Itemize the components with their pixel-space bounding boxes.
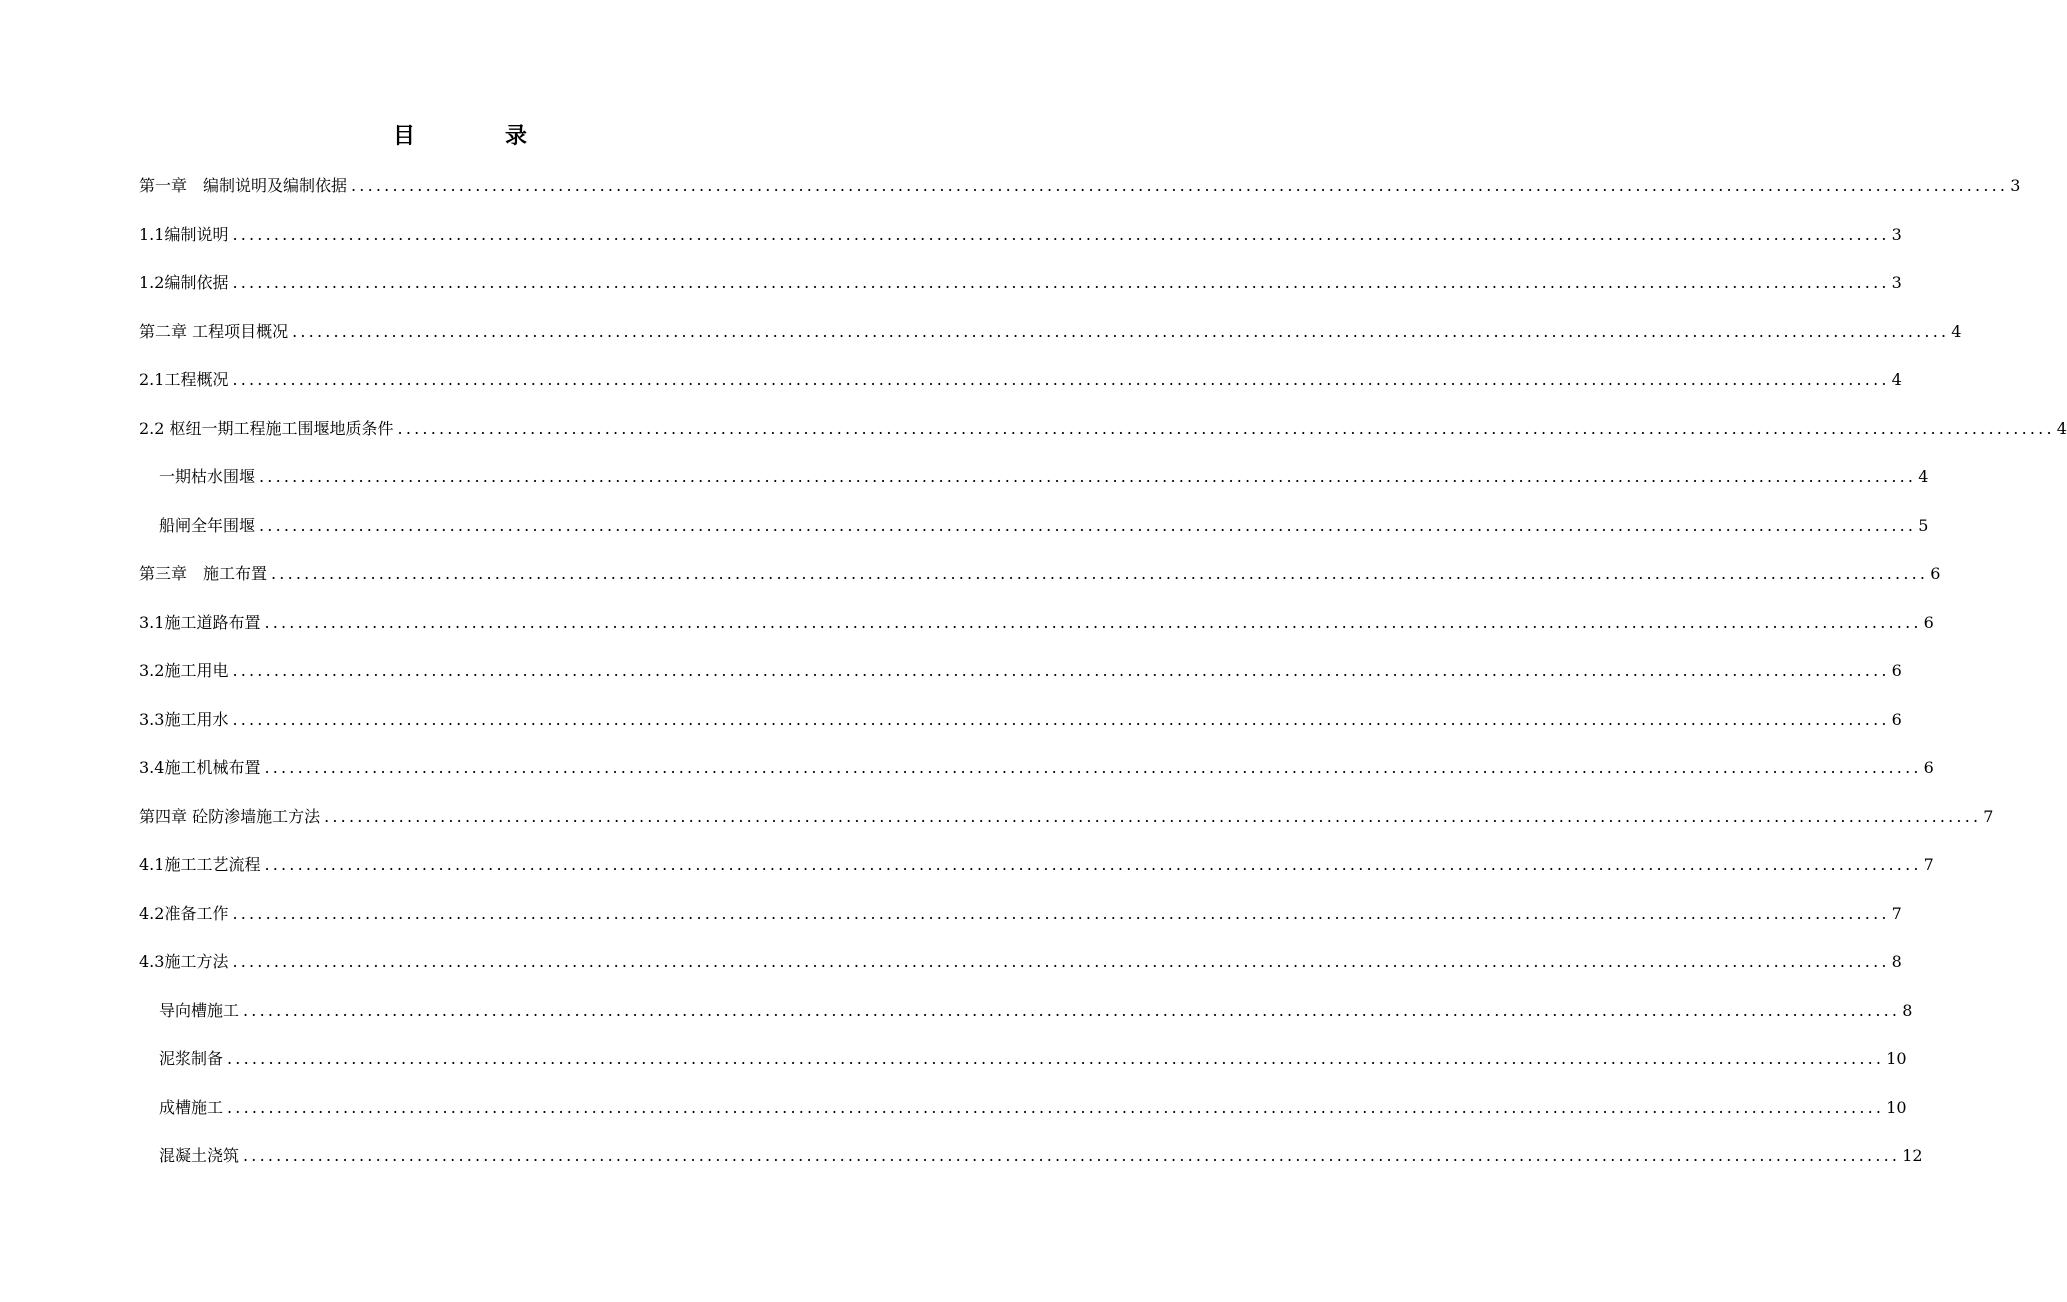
toc-entry-page-number: 6 xyxy=(1891,661,1902,680)
toc-entry-page-number: 12 xyxy=(1902,1146,1923,1165)
toc-entry[interactable] xyxy=(139,356,1902,405)
toc-dot-leader: ........................................................................................................................................................................................................ xyxy=(292,321,1950,341)
toc-entry[interactable] xyxy=(139,1084,1907,1133)
toc-entry-label: 4.1施工工艺流程 xyxy=(139,855,261,874)
toc-entry-page-number: 6 xyxy=(1930,564,1941,583)
toc-entry-label: 3.1施工道路布置 xyxy=(139,612,261,632)
toc-entry[interactable] xyxy=(139,1132,1923,1181)
toc-entry-label: 3.2施工用电 xyxy=(139,661,229,680)
toc-dot-leader: ........................................................................................................................................................................................................ xyxy=(271,564,1929,583)
toc-entry-label: 2.2 枢纽一期工程施工围堰地质条件 xyxy=(139,418,394,438)
toc-entry[interactable] xyxy=(139,211,1902,260)
toc-entry[interactable] xyxy=(139,938,1902,987)
toc-entry[interactable] xyxy=(139,550,1941,599)
toc-entry[interactable] xyxy=(139,1035,1907,1084)
toc-entry[interactable] xyxy=(139,890,1902,939)
toc-entry[interactable] xyxy=(139,696,1902,745)
toc-entry-page-number: 5 xyxy=(1918,515,1929,535)
toc-entry-page-number: 3 xyxy=(1891,224,1902,244)
toc-entry-page-number: 6 xyxy=(1891,709,1902,729)
table-of-contents xyxy=(139,162,2067,1181)
toc-dot-leader: ........................................................................................................................................................................................................ xyxy=(232,952,1890,971)
toc-dot-leader: ........................................................................................................................................................................................................ xyxy=(264,612,1922,632)
toc-entry-label: 第四章 砼防渗墙施工方法 xyxy=(139,806,321,826)
toc-dot-leader: ........................................................................................................................................................................................................ xyxy=(227,1097,1885,1117)
toc-entry[interactable] xyxy=(139,599,1934,648)
toc-entry-label: 第三章 施工布置 xyxy=(139,564,268,583)
toc-entry[interactable] xyxy=(139,987,1913,1036)
toc-dot-leader: ........................................................................................................................................................................................................ xyxy=(243,1000,1901,1020)
toc-entry-page-number: 3 xyxy=(1891,273,1902,292)
toc-entry-label: 4.2准备工作 xyxy=(139,903,229,923)
toc-entry[interactable] xyxy=(139,162,2021,211)
toc-entry-label: 成槽施工 xyxy=(159,1097,224,1117)
toc-entry-page-number: 8 xyxy=(1891,952,1902,971)
toc-entry[interactable] xyxy=(139,793,1994,842)
toc-entry-page-number: 7 xyxy=(1891,903,1902,923)
toc-dot-leader: ........................................................................................................................................................................................................ xyxy=(259,467,1917,486)
toc-entry-page-number: 6 xyxy=(1923,612,1934,632)
toc-dot-leader: ........................................................................................................................................................................................................ xyxy=(264,758,1922,777)
toc-entry-page-number: 4 xyxy=(1951,321,1962,341)
toc-entry-label: 导向槽施工 xyxy=(159,1000,240,1020)
toc-dot-leader: ........................................................................................................................................................................................................ xyxy=(351,176,2009,195)
toc-entry-page-number: 4 xyxy=(1891,370,1902,389)
toc-dot-leader: ........................................................................................................................................................................................................ xyxy=(324,806,1982,826)
toc-dot-leader: ........................................................................................................................................................................................................ xyxy=(232,273,1890,292)
toc-entry-label: 泥浆制备 xyxy=(159,1049,224,1068)
toc-entry-label: 3.3施工用水 xyxy=(139,709,229,729)
toc-entry-label: 第一章 编制说明及编制依据 xyxy=(139,176,348,195)
toc-entry-page-number: 4 xyxy=(2056,418,2067,438)
toc-entry-page-number: 4 xyxy=(1918,467,1929,486)
toc-entry[interactable] xyxy=(139,308,1962,357)
toc-entry-label: 1.2编制依据 xyxy=(139,273,229,292)
toc-entry[interactable] xyxy=(139,841,1934,890)
toc-dot-leader: ........................................................................................................................................................................................................ xyxy=(232,661,1890,680)
toc-entry-page-number: 7 xyxy=(1983,806,1994,826)
toc-entry-label: 1.1编制说明 xyxy=(139,224,229,244)
toc-entry-page-number: 7 xyxy=(1923,855,1934,874)
toc-dot-leader: ........................................................................................................................................................................................................ xyxy=(232,224,1890,244)
toc-entry-label: 混凝土浇筑 xyxy=(159,1146,240,1165)
toc-entry-label: 一期枯水围堰 xyxy=(159,467,256,486)
toc-dot-leader: ........................................................................................................................................................................................................ xyxy=(243,1146,1901,1165)
toc-entry-label: 3.4施工机械布置 xyxy=(139,758,261,777)
toc-entry[interactable] xyxy=(139,453,1929,502)
toc-entry-page-number: 10 xyxy=(1886,1049,1907,1068)
toc-entry-page-number: 8 xyxy=(1902,1000,1913,1020)
toc-dot-leader: ........................................................................................................................................................................................................ xyxy=(232,370,1890,389)
toc-entry-page-number: 3 xyxy=(2010,176,2021,195)
toc-entry-label: 第二章 工程项目概况 xyxy=(139,321,289,341)
toc-dot-leader: ........................................................................................................................................................................................................ xyxy=(227,1049,1885,1068)
toc-entry[interactable] xyxy=(139,259,1902,308)
toc-dot-leader: ........................................................................................................................................................................................................ xyxy=(264,855,1922,874)
page-title: 目 录 xyxy=(392,123,561,149)
toc-entry[interactable] xyxy=(139,502,1929,551)
toc-dot-leader: ........................................................................................................................................................................................................ xyxy=(232,709,1890,729)
toc-entry[interactable] xyxy=(139,405,2067,454)
toc-entry-label: 2.1工程概况 xyxy=(139,370,229,389)
toc-entry-label: 船闸全年围堰 xyxy=(159,515,256,535)
toc-entry-page-number: 6 xyxy=(1923,758,1934,777)
toc-dot-leader: ........................................................................................................................................................................................................ xyxy=(259,515,1917,535)
toc-entry[interactable] xyxy=(139,647,1902,696)
toc-dot-leader: ........................................................................................................................................................................................................ xyxy=(397,418,2055,438)
toc-entry[interactable] xyxy=(139,744,1934,793)
toc-entry-label: 4.3施工方法 xyxy=(139,952,229,971)
toc-entry-page-number: 10 xyxy=(1886,1097,1907,1117)
toc-dot-leader: ........................................................................................................................................................................................................ xyxy=(232,903,1890,923)
